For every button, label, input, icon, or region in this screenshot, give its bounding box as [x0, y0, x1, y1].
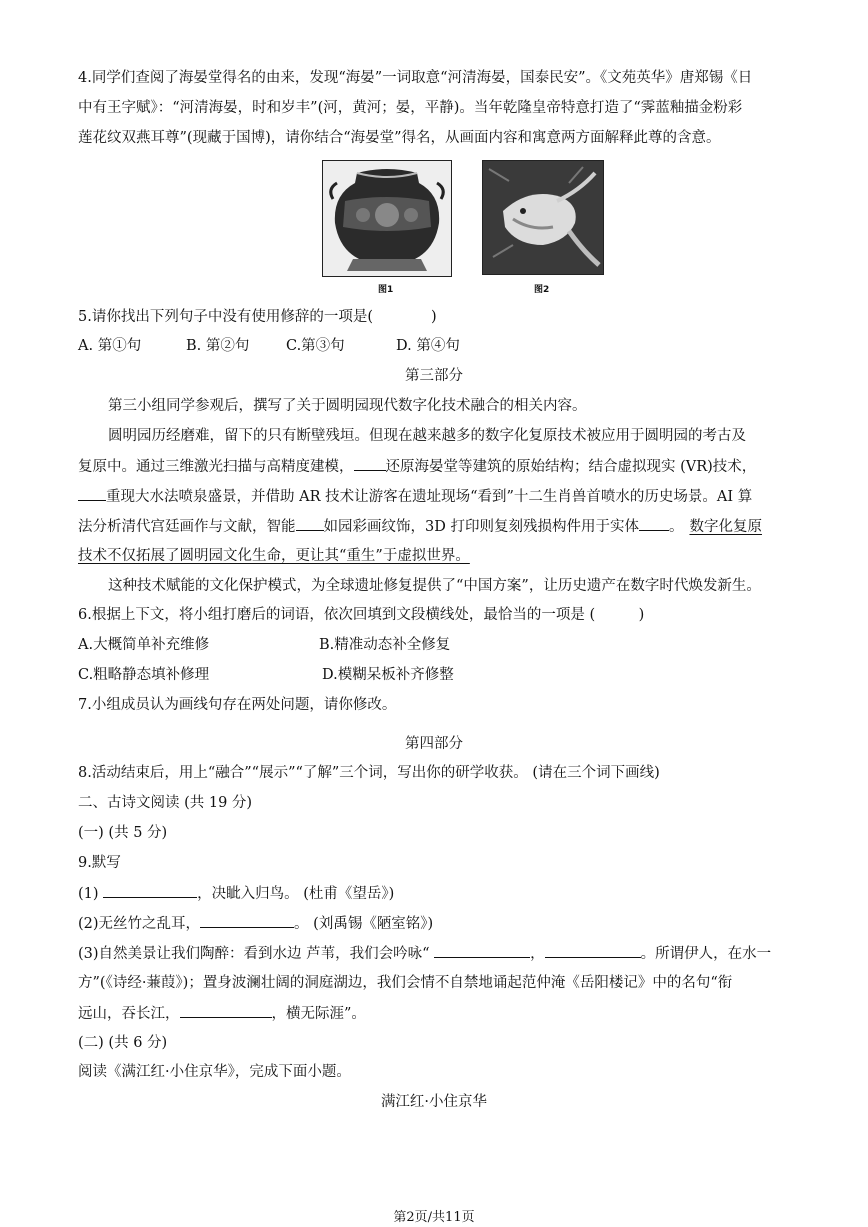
text-segment: 远山，吞长江， [78, 1006, 180, 1022]
figure-2-caption: 图2 [534, 285, 550, 295]
text-segment: 复原中。通过三维激光扫描与高精度建模， [78, 459, 354, 475]
q4-line-2: 中有王字赋》：“河清海晏，时和岁丰”(河，黄河；晏，平静)。当年乾隆皇帝特意打造了“霁蓝釉描金粉彩 [78, 100, 743, 116]
q9-blank-1[interactable] [103, 883, 197, 898]
part3-intro: 第三小组同学参观后，撰写了关于圆明园现代数字化技术融合的相关内容。 [108, 398, 587, 414]
q6-options-row-2 [78, 665, 798, 685]
q6-option-a[interactable]: A.大概简单补充维修 [78, 637, 210, 653]
poem-title: 满江红·小住京华 [380, 1094, 488, 1110]
text-segment: 法分析清代宫廷画作与文献，智能 [78, 519, 296, 535]
part3-p2: 这种技术赋能的文化保护模式，为全球遗址修复提供了“中国方案”，让历史遗产在数字时代焕发新生。 [108, 578, 761, 594]
part3-heading: 第三部分 [405, 368, 463, 384]
q9-item-2 [78, 913, 798, 934]
q8-stem: 8.活动结束后，用上“融合”“展示”“了解”三个词，写出你的研学收获。 (请在三个词下画线) [78, 765, 660, 781]
reading-instruction: 阅读《满江红·小住京华》，完成下面小题。 [78, 1064, 351, 1080]
page-number: 第2页/共11页 [393, 1210, 475, 1225]
q5-option-d[interactable]: D. 第④句 [396, 338, 460, 354]
q9-item-3-line-3 [78, 1003, 798, 1024]
q4-line-1: 4.同学们查阅了海晏堂得名的由来，发现“海晏”一词取意“河清海晏，国泰民安”。《文苑英华》唐郑锡《日 [78, 70, 753, 86]
section2-sub1: (一) (共 5 分) [78, 825, 168, 841]
text-segment: 重现大水法喷泉盛景，并借助 AR 技术让游客在遗址现场“看到”十二生肖兽首喷水的历史场景。AI 算 [106, 489, 753, 505]
q5-option-b[interactable]: B. 第②句 [186, 338, 250, 354]
q9-stem: 9.默写 [78, 855, 121, 871]
part4-heading: 第四部分 [405, 736, 463, 752]
part3-p1-line-2 [78, 456, 798, 477]
section2-title: 二、古诗文阅读 (共 19 分) [78, 795, 253, 811]
q6-stem: 6.根据上下文，将小组打磨后的词语，依次回填到文段横线处，最恰当的一项是 ( ) [78, 607, 645, 623]
fill-blank-1[interactable] [354, 456, 386, 471]
q7-stem: 7.小组成员认为画线句存在两处问题，请你修改。 [78, 697, 397, 713]
text-segment: (1) [78, 886, 104, 902]
q6-option-d[interactable]: D.模糊呆板补齐修整 [322, 667, 454, 683]
swallow-illustration [483, 161, 603, 274]
figure-1-caption: 图1 [378, 285, 394, 295]
q5-option-c[interactable]: C.第③句 [286, 338, 345, 354]
underlined-sentence-start: 数字化复原 [689, 519, 762, 535]
q4-line-3: 莲花纹双燕耳尊”(现藏于国博)，请你结合“海晏堂”得名，从画面内容和寓意两方面解释此尊的含意。 [78, 130, 721, 146]
q6-options-row-1 [78, 635, 798, 655]
q5-stem: 5.请你找出下列句子中没有使用修辞的一项是( ) [78, 309, 437, 325]
part3-p1-line-5 [78, 546, 798, 566]
text-segment: 。所谓伊人，在水一 [640, 946, 772, 962]
text-segment: (3)自然美景让我们陶醉：看到水边 芦苇，我们会吟咏“ [78, 946, 435, 962]
q9-blank-3[interactable] [434, 943, 530, 958]
q9-item-3-line-2: 方”(《诗经·蒹葭》)；置身波澜壮阔的洞庭湖边，我们会情不自禁地诵起范仲淹《岳阳楼记》中的名句“衔 [78, 975, 733, 991]
figure-1-vase-image [322, 160, 452, 277]
q6-option-b[interactable]: B.精准动态补全修复 [319, 637, 451, 653]
text-segment: 。 (刘禹锡《陋室铭》) [294, 916, 434, 932]
q9-item-1 [78, 883, 798, 904]
q5-option-a[interactable]: A. 第①句 [78, 338, 142, 354]
q9-blank-2[interactable] [200, 913, 294, 928]
part3-p1-line-4 [78, 516, 798, 537]
vase-illustration [323, 161, 451, 276]
q9-blank-4[interactable] [545, 943, 641, 958]
text-segment: ，横无际涯”。 [271, 1006, 366, 1022]
underlined-sentence-end: 技术不仅拓展了圆明园文化生命，更让其“重生”于虚拟世界。 [78, 548, 470, 564]
fill-blank-3[interactable] [296, 516, 324, 531]
q5-options [78, 336, 798, 356]
text-segment: 。 [668, 519, 684, 535]
text-segment: ， [530, 946, 545, 962]
text-segment: (2)无丝竹之乱耳， [78, 916, 201, 932]
text-segment: 还原海晏堂等建筑的原始结构；结合虚拟现实 (VR)技术， [385, 459, 757, 475]
figure-2-swallow-image [482, 160, 604, 275]
q9-blank-5[interactable] [180, 1003, 272, 1018]
fill-blank-2[interactable] [78, 486, 106, 501]
part3-p1-line-3 [78, 486, 798, 507]
q9-item-3-line-1 [78, 943, 798, 964]
text-segment: ，决眦入归鸟。 (杜甫《望岳》) [197, 886, 395, 902]
section2-sub2: (二) (共 6 分) [78, 1035, 168, 1051]
fill-blank-4[interactable] [639, 516, 669, 531]
text-segment: 如园彩画纹饰，3D 打印则复刻残损构件用于实体 [323, 519, 639, 535]
part3-p1-line-1: 圆明园历经磨难，留下的只有断壁残垣。但现在越来越多的数字化复原技术被应用于圆明园的考古及 [108, 428, 746, 444]
q6-option-c[interactable]: C.粗略静态填补修理 [78, 667, 210, 683]
